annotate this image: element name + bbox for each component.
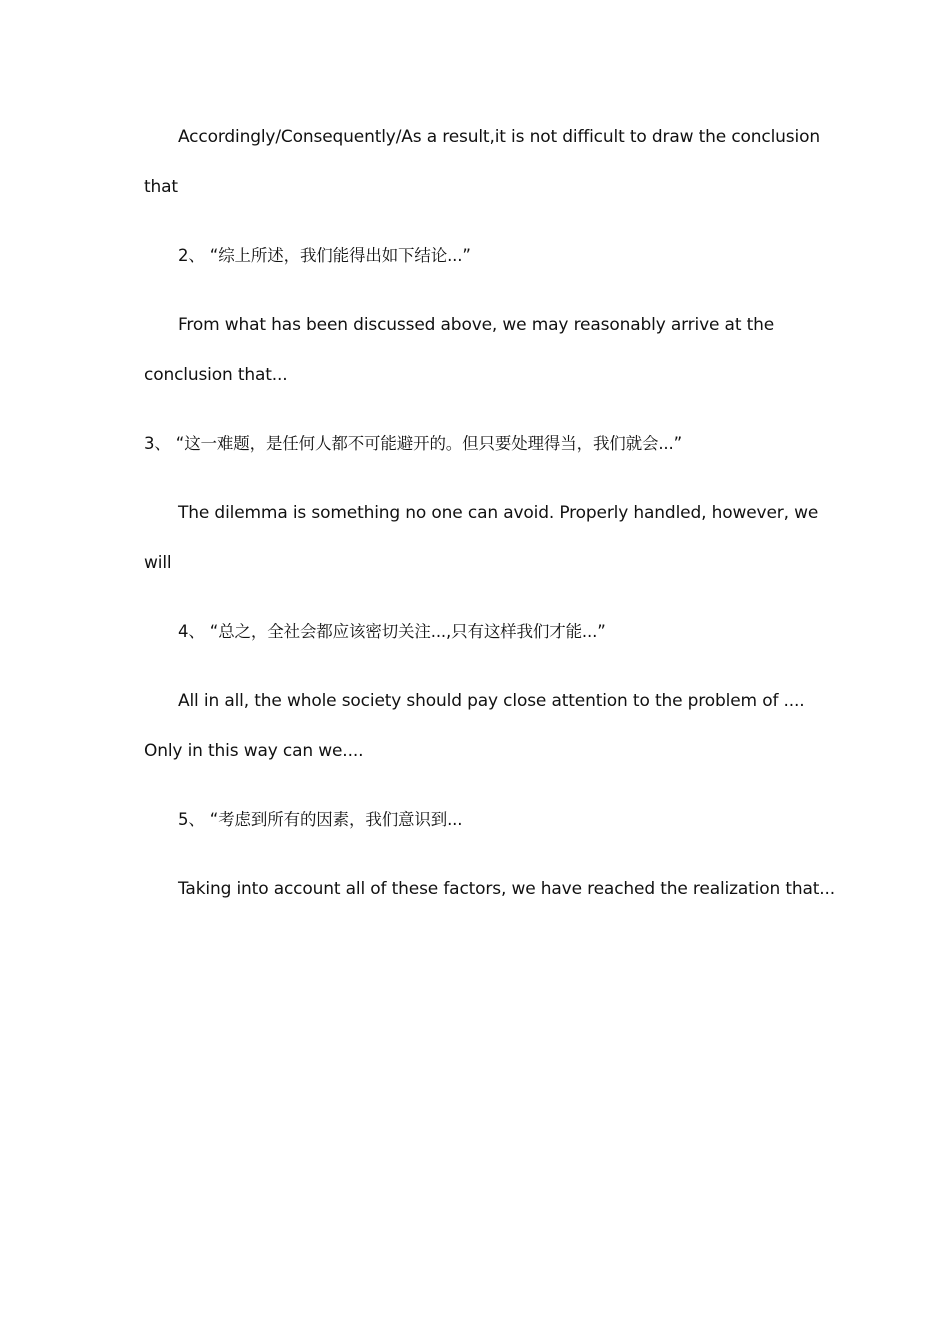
paragraph-3-line-2: will — [144, 553, 172, 573]
heading-2: 2、 “综上所述，我们能得出如下结论...” — [178, 246, 471, 265]
heading-3: 3、 “这一难题，是任何人都不可能避开的。但只要处理得当，我们就会...” — [144, 434, 683, 453]
document-body — [144, 112, 836, 914]
heading-5: 5、 “考虑到所有的因素，我们意识到... — [178, 810, 463, 829]
paragraph-2-line-1: From what has been discussed above, we may reasonably arrive at the — [178, 315, 775, 335]
paragraph-4-line-2: Only in this way can we.... — [144, 741, 364, 761]
paragraph-5-line-1: Taking into account all of these factors, we have reached the realization that... — [178, 879, 836, 899]
paragraph-3-line-1: The dilemma is something no one can avoid. Properly handled, however, we — [178, 503, 819, 523]
paragraph-1-line-1: Accordingly/Consequently/As a result,it is not difficult to draw the conclusion — [178, 127, 820, 147]
heading-4: 4、 “总之，全社会都应该密切关注...,只有这样我们才能...” — [178, 622, 606, 641]
paragraph-1-line-2: that — [144, 177, 178, 197]
paragraph-2-line-2: conclusion that... — [144, 365, 288, 385]
paragraph-4-line-1: All in all, the whole society should pay close attention to the problem of .... — [178, 691, 805, 711]
